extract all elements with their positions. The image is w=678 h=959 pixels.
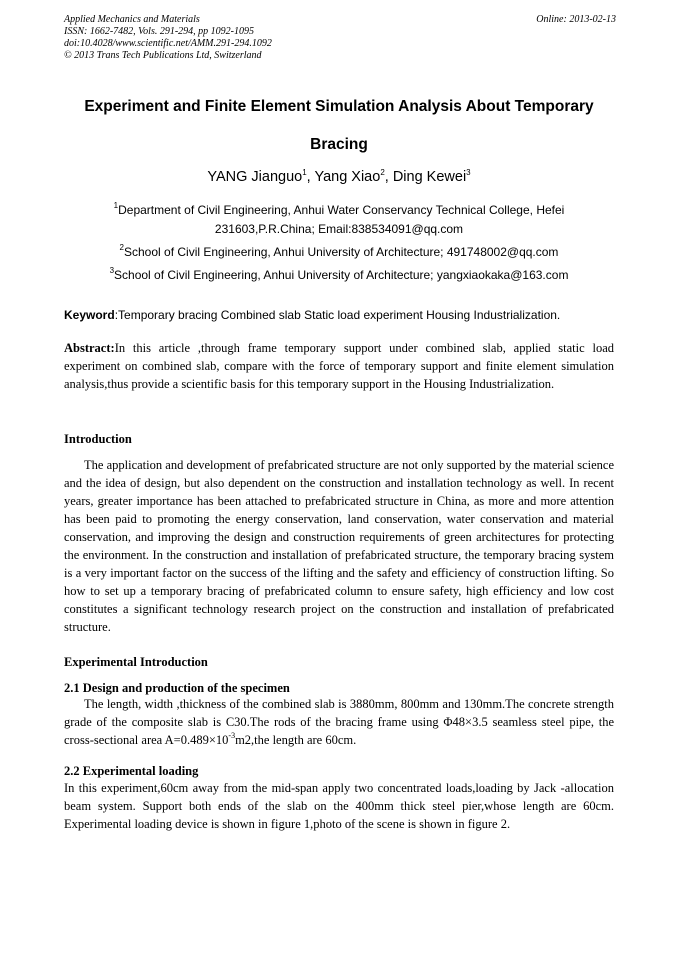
author-mark: 2 bbox=[380, 168, 385, 177]
exponent: -3 bbox=[228, 731, 236, 740]
paper-title bbox=[40, 88, 638, 164]
introduction-body bbox=[64, 456, 614, 636]
author-name: Yang Xiao bbox=[314, 169, 381, 185]
section-2-1-body bbox=[64, 695, 614, 749]
affiliation-text: School of Civil Engineering, Anhui University of Architecture; yangxiaokaka@163.com bbox=[114, 268, 569, 282]
author-name: YANG Jianguo bbox=[207, 169, 303, 185]
author-separator: , bbox=[384, 169, 393, 185]
affiliation-mark: 2 bbox=[119, 243, 124, 252]
author-name: Ding Kewei bbox=[392, 169, 467, 185]
author-mark: 1 bbox=[302, 168, 307, 177]
keywords-text: :Temporary bracing Combined slab Static load experiment Housing Industrialization. bbox=[114, 308, 561, 322]
section-2-2-body bbox=[64, 779, 614, 833]
title-line-2: Bracing bbox=[310, 136, 368, 153]
section-2-1-text-end: m2,the length are 60cm. bbox=[235, 733, 357, 747]
journal-header bbox=[64, 14, 616, 62]
abstract-label: Abstract: bbox=[64, 341, 115, 355]
issn-line: ISSN: 1662-7482, Vols. 291-294, pp 1092-1095 bbox=[64, 26, 254, 37]
affiliation-text: Department of Civil Engineering, Anhui Water Conservancy Technical College, Hefei bbox=[118, 203, 565, 217]
author-separator: , bbox=[306, 169, 315, 185]
experimental-heading: Experimental Introduction bbox=[64, 655, 208, 669]
affiliation-2 bbox=[40, 243, 638, 262]
online-date: Online: 2013-02-13 bbox=[536, 14, 616, 25]
doi-line: doi:10.4028/www.scientific.net/AMM.291-294.1092 bbox=[64, 38, 272, 49]
keywords-line bbox=[64, 306, 624, 324]
section-2-2-heading: 2.2 Experimental loading bbox=[64, 764, 199, 778]
affiliation-text-line-2: 231603,P.R.China; Email:838534091@qq.com bbox=[214, 222, 464, 236]
affiliation-3 bbox=[40, 266, 638, 285]
affiliation-mark: 3 bbox=[109, 266, 115, 275]
abstract-text: In this article ,through frame temporary support under combined slab, applied static load experiment on combined slab, compare with the force of temporary support and finite element simulation analysis,thus provide a scientific basis for this temporary support in the Housing Industrialization. bbox=[64, 341, 614, 391]
title-line-1: Experiment and Finite Element Simulation Analysis About Temporary bbox=[84, 98, 594, 115]
keywords-label: Keyword bbox=[64, 308, 115, 322]
journal-name: Applied Mechanics and Materials bbox=[64, 14, 200, 25]
copyright-line: © 2013 Trans Tech Publications Ltd, Switzerland bbox=[64, 50, 262, 61]
author-mark: 3 bbox=[466, 168, 471, 177]
introduction-heading: Introduction bbox=[64, 432, 132, 446]
affiliation-mark: 1 bbox=[113, 201, 119, 210]
affiliation-text: School of Civil Engineering, Anhui University of Architecture; 491748002@qq.com bbox=[124, 245, 559, 259]
affiliation-1 bbox=[40, 201, 638, 239]
section-2-1-text: The length, width ,thickness of the combined slab is 3880mm, 800mm and 130mm.The concrete strength grade of the composite slab is C30.The rods of the bracing frame using Φ48×3.5 seamless steel pipe, the cross-sectional area A=0.489×10 bbox=[64, 697, 614, 747]
section-2-2-text: In this experiment,60cm away from the mid-span apply two concentrated loads,loading by Jack -allocation beam system. Support both ends of the slab on the 400mm thick steel pier,whose length are 60cm. Experimental loading device is shown in figure 1,photo of the scene is shown in figure 2. bbox=[64, 781, 614, 831]
author-list bbox=[40, 164, 638, 190]
abstract bbox=[64, 339, 614, 393]
section-2-1-heading: 2.1 Design and production of the specimen bbox=[64, 681, 290, 695]
introduction-paragraph: The application and development of prefabricated structure are not only supported by the material science and the idea of design, but also dependent on the construction and installation technology as well. In recent years, greater importance has been attached to prefabricated structure in China, as more and more attention has been paid to promoting the energy conservation, land conservation, water conservation and material conservation, and improving the design and construction requirements of green architectures for protecting the environment. In the construction and installation of prefabricated structure, the temporary bracing system is a very important factor on the success of the lifting and the safety and efficiency of construction lifting. So how to set up a temporary bracing of prefabricated column to ensure safety, high efficiency and low cost constitutes a significant technology research project on the construction and installation of prefabricated structure. bbox=[64, 458, 614, 634]
